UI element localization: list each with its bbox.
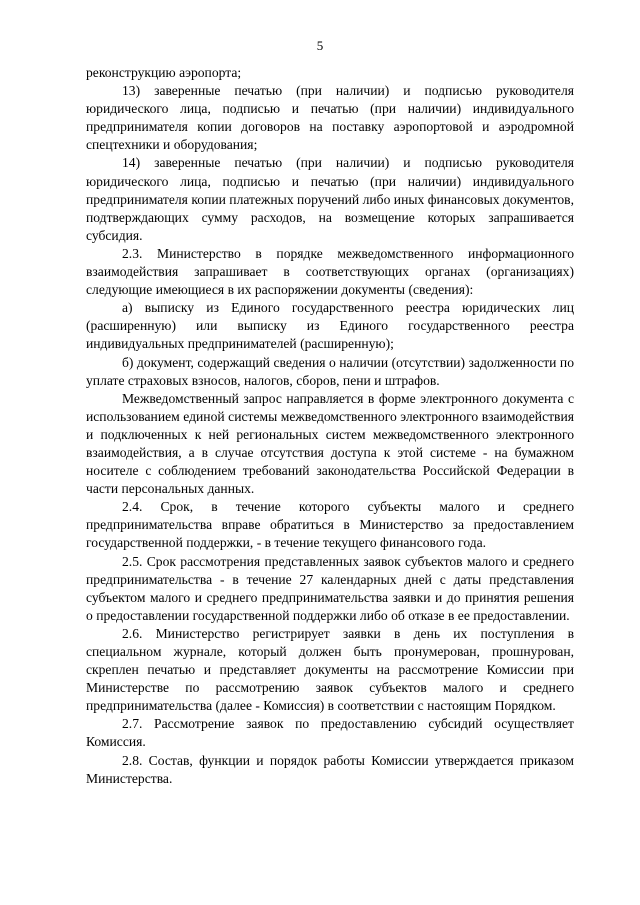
page-number: 5	[316, 38, 324, 53]
paragraph-2-3-a: а) выписку из Единого государственного реестра юридических лиц (расширенную) или выписку из Единого государственного реестра индивидуальных предпринимателей (расширенную);	[86, 300, 574, 352]
paragraph-2-4: 2.4. Срок, в течение которого субъекты малого и среднего предпринимательства вправе обратиться в Министерство за предоставлением государственной поддержки, - в течение текущего финансового года.	[86, 499, 574, 551]
paragraph-2-3-b: б) документ, содержащий сведения о наличии (отсутствии) задолженности по уплате страховых взносов, налогов, сборов, пени и штрафов.	[86, 354, 574, 388]
paragraph-item-14: 14) заверенные печатью (при наличии) и подписью руководителя юридического лица, подписью и печатью (при наличии) индивидуального предпринимателя копии платежных поручений либо иных финансовых документов, подтверждающих сумму расходов, на возмещение которых запрашивается субсидия.	[86, 155, 574, 243]
document-body	[86, 64, 574, 788]
paragraph-2-6: 2.6. Министерство регистрирует заявки в день их поступления в специальном журнале, который должен быть пронумерован, прошнурован, скреплен печатью и представляет документы на рассмотрение Комиссии при Министерстве по рассмотрению заявок субъектов малого и среднего предпринимательства (далее - Комиссия) в соответствии с настоящим Порядком.	[86, 625, 574, 714]
paragraph-2-5: 2.5. Срок рассмотрения представленных заявок субъектов малого и среднего предпринимательства - в течение 27 календарных дней с даты представления субъектом малого и среднего предпринимательства заявки и до принятия решения о предоставлении государственной поддержки либо об отказе в ее предоставлении.	[86, 553, 574, 623]
paragraph-item-13: 13) заверенные печатью (при наличии) и подписью руководителя юридического лица, подписью и печатью (при наличии) индивидуального предпринимателя копии договоров на поставку аэропортовой и аэродромной спецтехники и оборудования;	[86, 83, 574, 153]
paragraph-2-7: 2.7. Рассмотрение заявок по предоставлению субсидий осуществляет Комиссия.	[86, 716, 574, 750]
paragraph-interagency-request: Межведомственный запрос направляется в форме электронного документа с использованием единой системы межведомственного электронного взаимодействия и подключенных к ней региональных систем межведомственного электронного взаимодействия, а в случае отсутствия доступа к этой системе - на бумажном носителе с соблюдением требований законодательства Российской Федерации в части персональных данных.	[86, 390, 574, 497]
paragraph-continuation: реконструкцию аэропорта;	[86, 65, 242, 80]
paragraph-2-3: 2.3. Министерство в порядке межведомственного информационного взаимодействия запрашивает в соответствующих органах (организациях) следующие имеющиеся в их распоряжении документы (сведения):	[86, 245, 574, 298]
paragraph-2-8: 2.8. Состав, функции и порядок работы Комиссии утверждается приказом Министерства.	[86, 752, 574, 786]
